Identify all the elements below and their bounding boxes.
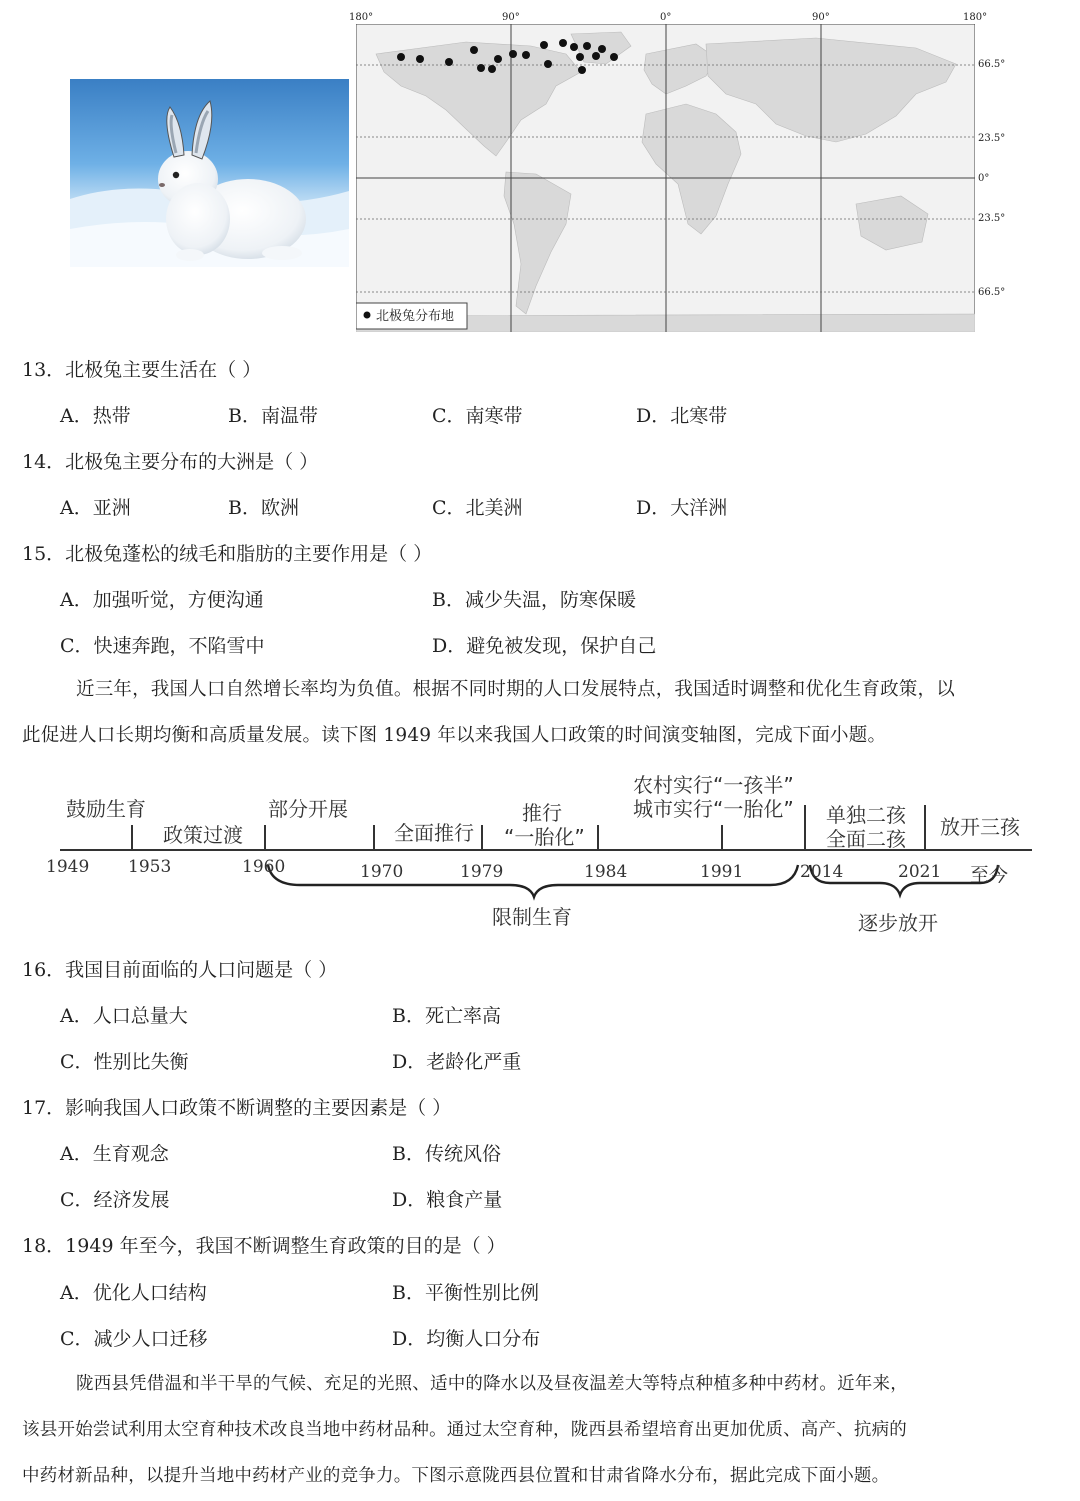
q15-option-b[interactable]: B．减少失温，防寒保暖 <box>432 589 636 611</box>
year-label: 1970 <box>360 862 404 882</box>
q14-option-d[interactable]: D．大洋洲 <box>636 497 728 519</box>
lon-label: 180° <box>963 12 988 23</box>
q13-option-b[interactable]: B．南温带 <box>228 405 318 427</box>
year-label: 至今 <box>970 864 1009 886</box>
map-legend-label: 北极兔分布地 <box>376 309 455 324</box>
distribution-dot <box>592 52 600 60</box>
phase-label: “一胎化” <box>504 825 585 849</box>
year-label: 1984 <box>584 862 628 882</box>
q14-option-a[interactable]: A．亚洲 <box>60 497 131 519</box>
distribution-dot <box>470 46 478 54</box>
lat-label: 0° <box>978 173 990 184</box>
year-label: 1991 <box>700 862 744 882</box>
q13-option-a[interactable]: A．热带 <box>60 405 131 427</box>
distribution-dot <box>570 43 578 51</box>
q15-option-d[interactable]: D．避免被发现，保护自己 <box>432 635 657 657</box>
year-label: 2014 <box>800 862 844 882</box>
q15-option-a[interactable]: A．加强听觉，方便沟通 <box>60 589 264 611</box>
q16-option-a[interactable]: A．人口总量大 <box>60 1005 188 1027</box>
distribution-dot <box>540 41 548 49</box>
lon-label: 90° <box>502 12 520 23</box>
phase-label: 单独二孩 <box>826 803 906 827</box>
question-15-stem: 15．北极兔蓬松的绒毛和脂肪的主要作用是（ ） <box>22 543 433 565</box>
phase-label: 放开三孩 <box>940 815 1020 839</box>
distribution-dot <box>509 50 517 58</box>
distribution-dot <box>544 60 552 68</box>
q18-option-a[interactable]: A．优化人口结构 <box>60 1282 207 1304</box>
year-label: 1949 <box>46 857 90 877</box>
q18-option-b[interactable]: B．平衡性别比例 <box>392 1282 539 1304</box>
q14-option-b[interactable]: B．欧洲 <box>228 497 299 519</box>
q16-option-d[interactable]: D．老龄化严重 <box>392 1051 522 1073</box>
q16-option-c[interactable]: C．性别比失衡 <box>60 1051 189 1073</box>
phase-label: 政策过渡 <box>163 823 243 847</box>
phase-label: 农村实行“一孩半” <box>633 773 794 797</box>
lon-label: 0° <box>660 12 672 23</box>
passage-population <box>22 667 1062 759</box>
brace-label-restrict: 限制生育 <box>492 905 572 929</box>
lat-label: 23.5° <box>978 133 1006 144</box>
q17-option-d[interactable]: D．粮食产量 <box>392 1189 503 1211</box>
distribution-dot <box>598 45 606 53</box>
q14-option-c[interactable]: C．北美洲 <box>432 497 523 519</box>
distribution-dot <box>488 65 496 73</box>
phase-label: 鼓励生育 <box>66 797 146 821</box>
year-label: 1979 <box>460 862 504 882</box>
question-17-stem: 17．影响我国人口政策不断调整的主要因素是（ ） <box>22 1097 452 1119</box>
q17-option-a[interactable]: A．生育观念 <box>60 1143 169 1165</box>
world-map-svg <box>356 24 975 332</box>
q15-option-c[interactable]: C．快速奔跑，不陷雪中 <box>60 635 265 657</box>
passage-longxi <box>22 1361 1062 1499</box>
population-policy-timeline <box>40 765 1040 935</box>
passage-line: 陇西县凭借温和半干旱的气候、充足的光照、适中的降水以及昼夜温差大等特点种植多种中药材。近年来， <box>76 1374 908 1394</box>
question-16-stem: 16．我国目前面临的人口问题是（ ） <box>22 959 338 981</box>
q13-option-c[interactable]: C．南寒带 <box>432 405 523 427</box>
distribution-dot <box>578 66 586 74</box>
q17-option-c[interactable]: C．经济发展 <box>60 1189 170 1211</box>
lon-label: 180° <box>349 12 374 23</box>
distribution-dot <box>583 42 591 50</box>
lat-label: 66.5° <box>978 287 1006 298</box>
phase-label: 部分开展 <box>268 797 348 821</box>
phase-label: 全面二孩 <box>826 827 906 851</box>
distribution-dot <box>576 53 584 61</box>
phase-label: 全面推行 <box>394 821 474 845</box>
lat-label: 23.5° <box>978 213 1006 224</box>
passage-line: 此促进人口长期均衡和高质量发展。读下图 1949 年以来我国人口政策的时间演变轴图，完成下面小题。 <box>22 725 887 746</box>
world-map <box>356 24 975 332</box>
question-13-stem: 13．北极兔主要生活在（ ） <box>22 359 262 381</box>
year-label: 1953 <box>128 857 172 877</box>
year-label: 1960 <box>242 857 286 877</box>
phase-label: 推行 <box>522 801 562 825</box>
passage-line: 中药材新品种，以提升当地中药材产业的竞争力。下图示意陇西县位置和甘肃省降水分布，据此完成下面小题。 <box>22 1466 890 1486</box>
distribution-dot <box>522 51 530 59</box>
distribution-dot <box>397 53 405 61</box>
question-14-stem: 14．北极兔主要分布的大洲是（ ） <box>22 451 319 473</box>
question-18-stem: 18．1949 年至今，我国不断调整生育政策的目的是（ ） <box>22 1235 506 1257</box>
distribution-dot <box>494 55 502 63</box>
distribution-dot <box>416 55 424 63</box>
q13-option-d[interactable]: D．北寒带 <box>636 405 728 427</box>
distribution-dot <box>610 53 618 61</box>
distribution-dot <box>477 64 485 72</box>
q18-option-c[interactable]: C．减少人口迁移 <box>60 1328 208 1350</box>
legend-dot <box>364 312 371 319</box>
distribution-dot <box>445 58 453 66</box>
q16-option-b[interactable]: B．死亡率高 <box>392 1005 501 1027</box>
brace-label-relax: 逐步放开 <box>858 911 938 935</box>
q18-option-d[interactable]: D．均衡人口分布 <box>392 1328 541 1350</box>
lon-label: 90° <box>812 12 830 23</box>
q17-option-b[interactable]: B．传统风俗 <box>392 1143 501 1165</box>
passage-line: 该县开始尝试利用太空育种技术改良当地中药材品种。通过太空育种，陇西县希望培育出更加优质、高产、抗病的 <box>22 1420 907 1440</box>
year-label: 2021 <box>898 862 942 882</box>
passage-line: 近三年，我国人口自然增长率均为负值。根据不同时期的人口发展特点，我国适时调整和优化生育政策，以 <box>76 679 955 700</box>
phase-label: 城市实行“一胎化” <box>633 797 794 821</box>
lat-label: 66.5° <box>978 59 1006 70</box>
distribution-dot <box>559 39 567 47</box>
arctic-hare-photo <box>70 79 349 267</box>
